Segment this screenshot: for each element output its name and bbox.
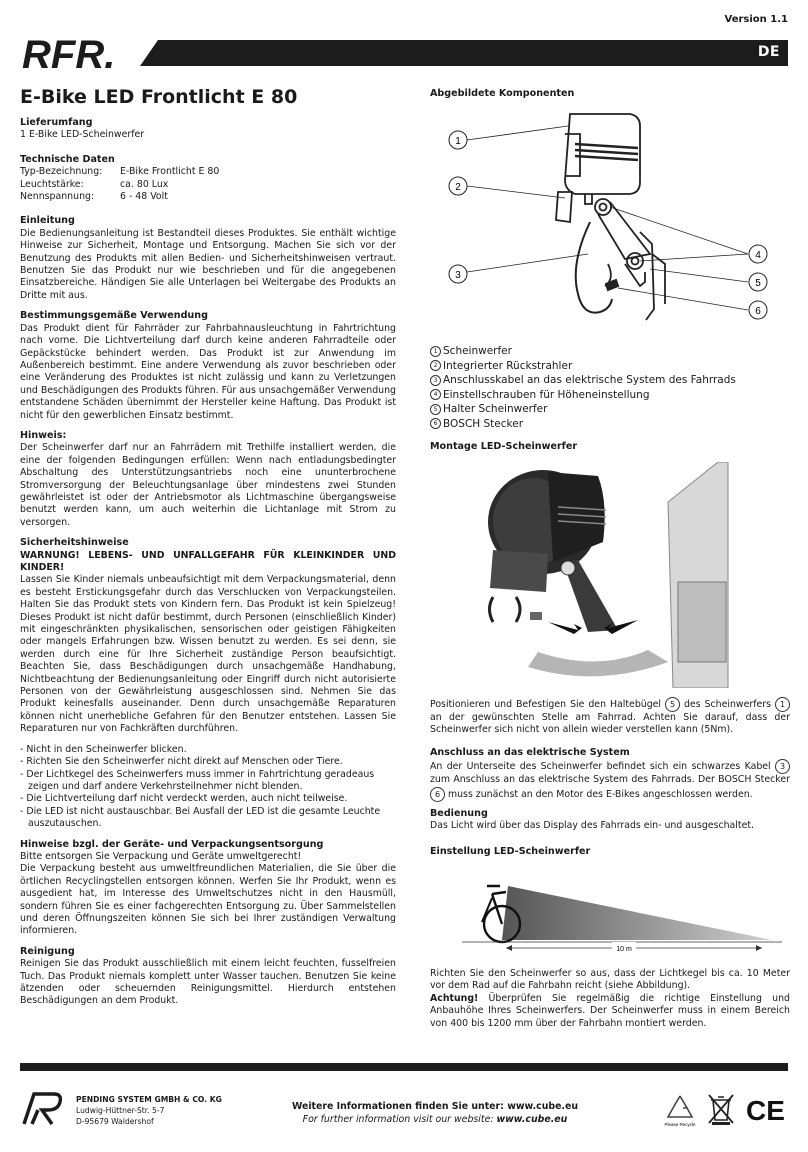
komponenten-heading: Abgebildete Komponenten xyxy=(430,88,575,99)
ref-marker: 1 xyxy=(775,697,790,712)
footer-info: Weitere Informationen finden Sie unter: www.cube.eu For further information visit our website: www.cube.eu xyxy=(291,1101,579,1125)
bracket-drawing xyxy=(595,199,665,320)
tech-key: Leuchtstärke: xyxy=(20,178,84,190)
callout-label: 6 xyxy=(755,306,761,317)
tech-heading: Technische Daten xyxy=(20,153,115,165)
list-item: - Die LED ist nicht austauschbar. Bei Ausfall der LED ist die gesamte Leuchte auszutauschen. xyxy=(20,805,381,830)
company-address xyxy=(76,1094,222,1127)
achtung-text: Überprüfen Sie regelmäßig die richtige Einstellung und Anbauhöhe Ihres Scheinwerfers. Der Scheinwerfer muss in einem Bereich von 400 bis 1200 mm über der Fahrbahn montiert werden. xyxy=(430,992,791,1029)
entsorgung-heading: Hinweise bzgl. der Geräte- und Verpackungsentsorgung xyxy=(20,838,324,850)
weee-bin-icon xyxy=(706,1092,736,1126)
tech-key: Typ-Bezeichnung: xyxy=(20,166,103,178)
list-item: - Nicht in den Scheinwerfer blicken. xyxy=(20,743,187,755)
rfr-logo xyxy=(20,28,160,78)
entsorgung-text-1: Bitte entsorgen Sie Verpackung und Geräte umweltgerecht! xyxy=(20,850,302,862)
callout-label: 3 xyxy=(455,270,461,281)
bestimmung-heading: Bestimmungsgemäße Verwendung xyxy=(20,310,208,322)
ref-marker: 5 xyxy=(665,697,680,712)
website-link[interactable]: www.cube.eu xyxy=(507,1101,579,1112)
list-item: - Die Lichtverteilung darf nicht verdeckt werden, auch nicht teilweise. xyxy=(20,793,348,805)
tech-value: ca. 80 Lux xyxy=(120,178,169,190)
website-link-en[interactable]: www.cube.eu xyxy=(496,1113,568,1125)
recycle-icon xyxy=(664,1093,696,1127)
light-cone xyxy=(502,886,772,940)
sicherheit-text: Lassen Sie Kinder niemals unbeaufsichtigt mit dem Verpackungsmaterial, denn es besteht Erstickungsgefahr durch das Verschlucken von Verpackungsteilen. Halten Sie das Produkt stets von Kindern fern. Das Produkt ist kein Spielzeug! Dieses Produkt ist nicht dafür bestimmt, durch Personen (einschließlich Kinder) mit eingeschränkten physikalischen, sensorischen oder geistigen Fähigkeiten oder mangels Erfahrungen bzw. Wissen benutzt zu werden. Es sei denn, sie werden durch eine für Ihre Sicherheit zuständige Person beaufsichtigt. Beachten Sie, dass Beschädigungen durch unsachgemäße Handhabung, Nichtbeachtung der Bedienungsanleitung oder Eingriff durch nicht autorisierte Personen von der Gewährleistung ausgeschlossen sind. Nehmen Sie das Produkt keinesfalls auseinander. Denn durch unsachgemäße Reparaturen können nicht unerhebliche Gefahren für den Benutzer entstehen. Lassen Sie Reparaturen nur von Fachkräften durchführen. xyxy=(20,574,396,735)
montage-text: Positionieren und Befestigen Sie den Haltebügel 5 des Scheinwerfers 1 an der gewünschten Stelle am Fahrrad. Achten Sie darauf, dass der Scheinwerfer sich nicht von allein wieder verstellen kann (5Nm). xyxy=(430,699,790,736)
beam-diagram xyxy=(462,864,782,959)
distance-label: 10 m xyxy=(616,946,632,953)
bedienung-section xyxy=(430,808,790,833)
safety-bullets xyxy=(20,744,396,831)
list-item: 4 Einstellschrauben für Höheneinstellung xyxy=(430,388,790,403)
company-street: Ludwig-Hüttner-Str. 5-7 xyxy=(76,1106,165,1115)
language-badge: DE xyxy=(757,44,780,60)
headlight-drawing xyxy=(556,114,640,222)
montage-heading: Montage LED-Scheinwerfer xyxy=(430,441,578,452)
einstellung-heading: Einstellung LED-Scheinwerfer xyxy=(430,846,591,857)
company-name: PENDING SYSTEM GMBH & CO. KG xyxy=(76,1095,222,1104)
sicherheit-warning: WARNUNG! LEBENS- UND UNFALLGEFAHR FÜR KLEINKINDER UND KINDER! xyxy=(20,549,396,573)
sicherheit-heading: Sicherheitshinweise xyxy=(20,537,129,549)
reinigung-text: Reinigen Sie das Produkt ausschließlich mit einem leicht feuchten, fusselfreien Tuch. Das Produkt niemals komplett unter Wasser tauchen. Benutzen Sie keine ätzenden oder scheuernden Reinigungsmittel. Hierdurch entstehen Beschädigungen an dem Produkt. xyxy=(20,958,396,1007)
anschluss-section xyxy=(430,747,790,802)
ce-mark-icon xyxy=(744,1094,788,1124)
list-item: 1 Scheinwerfer xyxy=(430,344,790,359)
component-list xyxy=(430,344,790,432)
anschluss-text: An der Unterseite des Scheinwerfer befindet sich ein schwarzes Kabel 3 zum Anschluss an das elektrische System des Fahrrads. Der BOSCH Stecker 6 muss zunächst an den Motor des E-Bikes angeschlossen werden. xyxy=(430,761,790,800)
components-diagram xyxy=(440,104,790,336)
header-bar xyxy=(140,40,788,66)
list-item: - Der Lichtkegel des Scheinwerfers muss immer in Fahrtrichtung geradeaus zeigen und darf andere Verkehrsteilnehmer nicht blenden. xyxy=(20,768,375,792)
lieferumfang-heading: Lieferumfang xyxy=(20,117,93,128)
ce-mark-text: CE xyxy=(746,1095,785,1124)
lieferumfang-text: 1 E-Bike LED-Scheinwerfer xyxy=(20,129,145,141)
footer-bar xyxy=(20,1063,788,1071)
callout-label: 4 xyxy=(755,250,761,261)
rfr-logo-text: RFR. xyxy=(22,33,116,77)
list-item: 3 Anschlusskabel an das elektrische System des Fahrrads xyxy=(430,373,790,388)
anschluss-heading: Anschluss an das elektrische System xyxy=(430,747,630,758)
hinweis-heading: Hinweis: xyxy=(20,429,67,441)
recycle-caption: Please Recycle xyxy=(664,1122,696,1127)
hinweis-text: Der Scheinwerfer darf nur an Fahrrädern mit Trethilfe installiert werden, die eine der folgenden Bedingungen erfüllen: Wenn nach entladungsbedingter Abschaltung des Unterstützungsantriebs noch eine ununterbrochene Stromversorgung der Beleuchtungsanlage über mindestens zwei Stunden gewährleistet ist oder der Antriebsmotor als Lichtmaschine übergangsweise benutzt werden kann, um auch weiterhin die Lichtanlage mit Strom zu versorgen. xyxy=(20,442,396,528)
list-item: 5 Halter Scheinwerfer xyxy=(430,402,790,417)
tech-value: E-Bike Frontlicht E 80 xyxy=(120,166,220,178)
ref-marker: 6 xyxy=(430,787,445,802)
list-item: 2 Integrierter Rückstrahler xyxy=(430,359,790,374)
tech-value: 6 - 48 Volt xyxy=(120,191,168,203)
company-city: D-95679 Waldershof xyxy=(76,1117,154,1126)
list-item: 6 BOSCH Stecker xyxy=(430,417,790,432)
left-column xyxy=(20,117,396,1008)
bestimmung-text: Das Produkt dient für Fahrräder zur Fahrbahnausleuchtung in Fahrtrichtung nach vorne. Die Lichtverteilung darf durch keine anderen Fahrradteile oder Gepäckstücke behindert werden. Das Produkt ist zur Anwendung im Außenbereich bestimmt. Eine andere Verwendung als zuvor beschrieben oder eine Veränderung des Produktes ist nicht zulässig und kann zu Verletzungen und Beschädigungen des Produkts führen. Für aus unsachgemäßer Verwendung entstandene Schäden übernimmt der Hersteller keine Haftung. Das Produkt ist nicht für den gewerblichen Einsatz bestimmt. xyxy=(20,322,396,421)
callout-label: 2 xyxy=(455,182,461,193)
callout-label: 1 xyxy=(455,136,461,147)
entsorgung-text-2: Die Verpackung besteht aus umweltfreundlichen Materialien, die Sie über die örtlichen Recyclingstellen entsorgen können. Werfen Sie Ihr Produkt, wenn es ausgedient hat, im Interesse des Umweltschutzes nicht in den Hausmüll, sondern führen Sie es einer fachgerechten Entsorgung zu. Über Sammelstellen und deren Öffnungszeiten können Sie sich bei Ihrer zuständigen Verwaltung informieren. xyxy=(20,863,396,937)
reinigung-heading: Reinigung xyxy=(20,945,75,957)
achtung-label: Achtung! xyxy=(430,992,479,1004)
tech-table xyxy=(20,166,396,203)
einleitung-text: Die Bedienungsanleitung ist Bestandteil dieses Produktes. Sie enthält wichtige Hinweise zur Sicherheit, Montage und Entsorgung. Machen Sie sich vor der Benutzung des Produkts mit allen Bedien- und Sicherheitshinweisen vertraut. Benutzen Sie das Produkt nur wie beschrieben und für die angegebenen Einsatzbereiche. Händigen Sie alle Unterlagen bei Weitergabe des Produkts an Dritte mit aus. xyxy=(20,227,396,301)
bedienung-heading: Bedienung xyxy=(430,808,488,819)
footer-logo xyxy=(20,1090,66,1126)
tech-key: Nennspannung: xyxy=(20,191,95,203)
ref-marker: 3 xyxy=(775,759,790,774)
callout-label: 5 xyxy=(755,278,761,289)
version-label: Version 1.1 xyxy=(724,14,788,25)
list-item: - Richten Sie den Scheinwerfer nicht direkt auf Menschen oder Tiere. xyxy=(20,756,343,768)
einleitung-heading: Einleitung xyxy=(20,215,75,227)
bedienung-text: Das Licht wird über das Display des Fahrrads ein- und ausgeschaltet. xyxy=(430,820,755,832)
page-title: E-Bike LED Frontlicht E 80 xyxy=(20,86,298,108)
mounting-photo xyxy=(478,462,748,688)
einstellung-text: Richten Sie den Scheinwerfer so aus, dass der Lichtkegel bis ca. 10 Meter vor dem Rad auf die Fahrbahn reicht (siehe Abbildung). Achtung! Überprüfen Sie regelmäßig die richtige Einstellung und Anbauhöhe Ihres Scheinwerfers. Der Scheinwerfer muss in einem Bereich von 400 bis 1200 mm über der Fahrbahn montiert werden. xyxy=(430,968,791,1029)
